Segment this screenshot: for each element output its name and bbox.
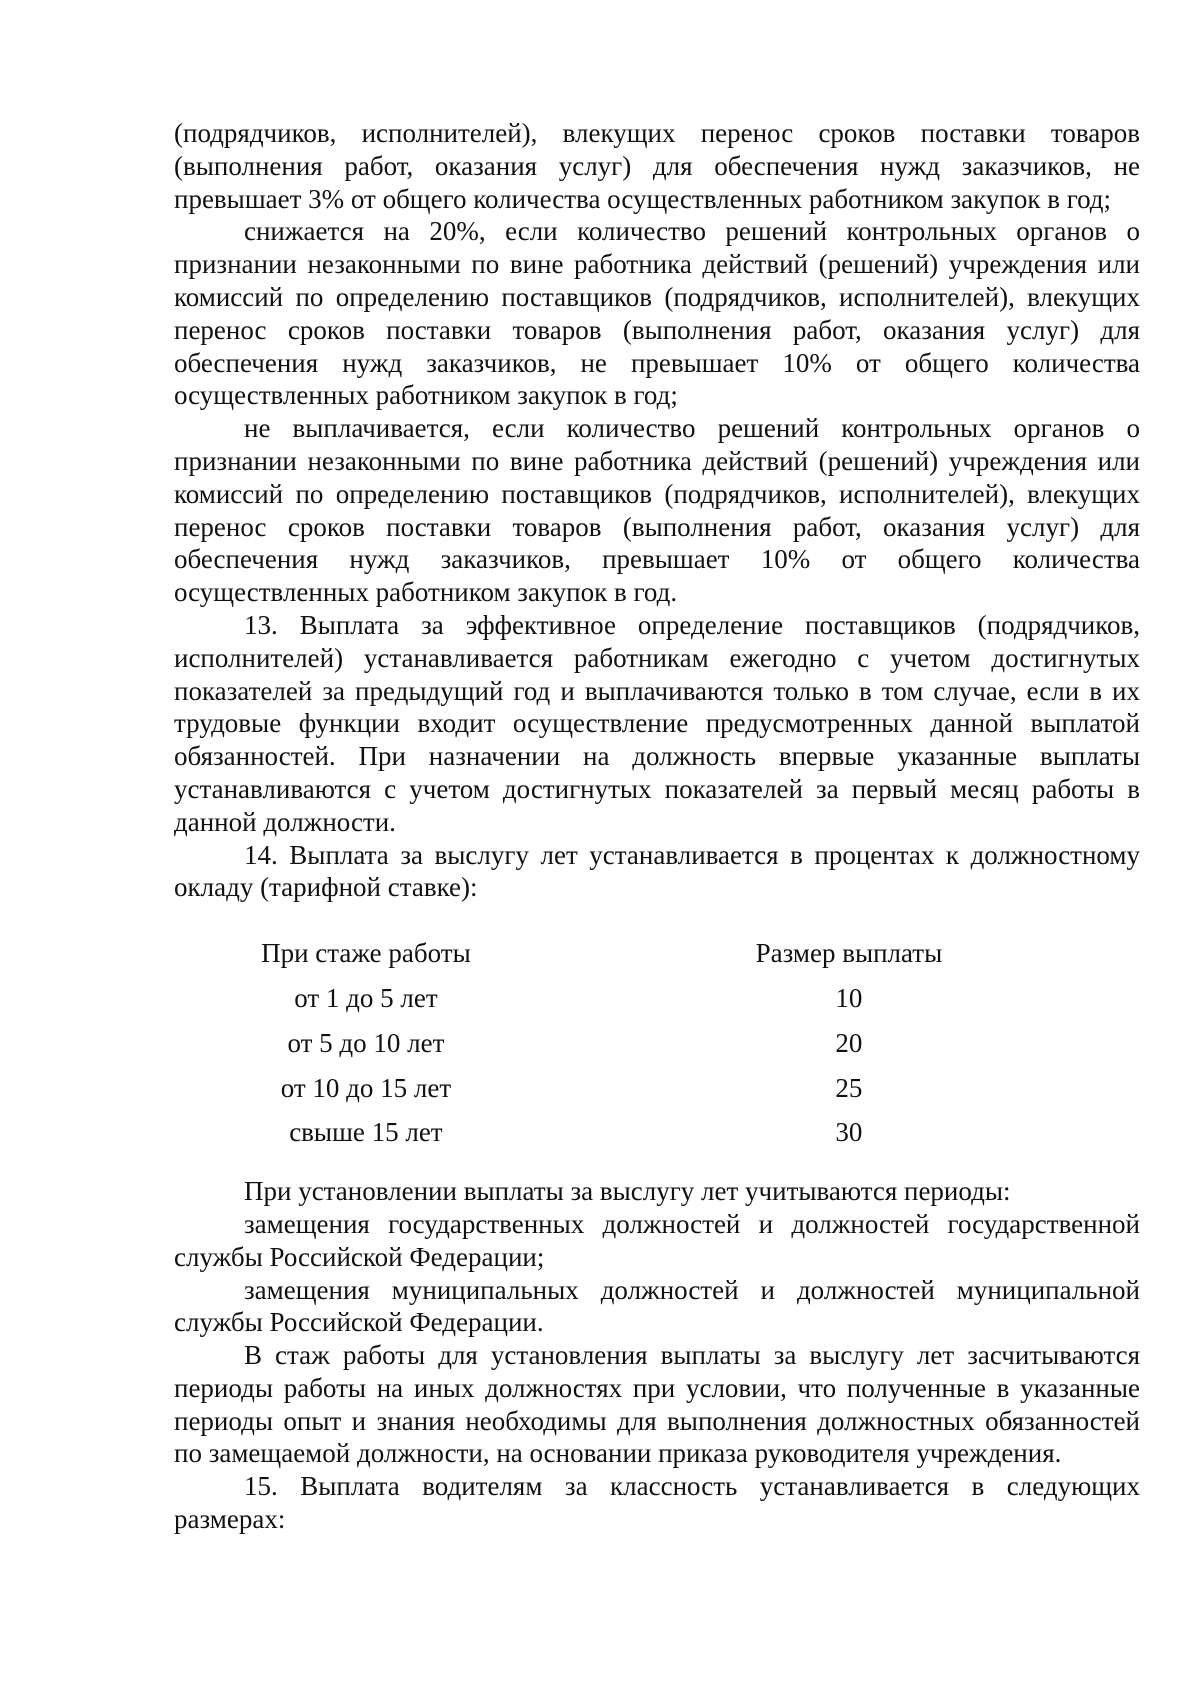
paragraph: не выплачивается, если количество решений контрольных органов о признании незаконными по вине работника действий (решений) учреждения или комиссий по определению поставщиков (подрядчиков, исполнителей), влекущих перенос сроков поставки товаров (выполнения работ, оказания услуг) для обеспечения нужд заказчиков, превышает 10% от общего количества осуществленных работником закупок в год. bbox=[174, 413, 1140, 608]
seniority-table bbox=[174, 937, 1140, 1161]
paragraph: снижается на 20%, если количество решений контрольных органов о признании незаконными по вине работника действий (решений) учреждения или комиссий по определению поставщиков (подрядчиков, исполнителей), влекущих перенос сроков поставки товаров (выполнения работ, оказания услуг) для обеспечения нужд заказчиков, не превышает 10% от общего количества осуществленных работником закупок в год; bbox=[174, 216, 1140, 411]
table-header-cell: При стаже работы bbox=[261, 938, 471, 969]
paragraph: 15. Выплата водителям за классность устанавливается в следующих размерах: bbox=[174, 1471, 1140, 1535]
table-cell: от 1 до 5 лет bbox=[294, 982, 438, 1013]
table-row bbox=[174, 1072, 1140, 1117]
paragraph: 13. Выплата за эффективное определение поставщиков (подрядчиков, исполнителей) устанавливается работникам ежегодно с учетом достигнутых показателей за предыдущий год и выплачиваются только в том случае, если в их трудовые функции входит осуществление предусмотренных данной выплатой обязанностей. При назначении на должность впервые указанные выплаты устанавливаются с учетом достигнутых показателей за первый месяц работы в данной должности. bbox=[174, 609, 1140, 837]
paragraph: В стаж работы для установления выплаты за выслугу лет засчитываются периоды работы на иных должностях при условии, что полученные в указанные периоды опыт и знания необходимы для выполнения должностных обязанностей по замещаемой должности, на основании приказа руководителя учреждения. bbox=[174, 1340, 1140, 1469]
table-cell: свыше 15 лет bbox=[289, 1117, 443, 1148]
paragraph: замещения муниципальных должностей и должностей муниципальной службы Российской Федерации. bbox=[174, 1274, 1140, 1338]
paragraph: При установлении выплаты за выслугу лет учитываются периоды: bbox=[244, 1176, 1011, 1207]
table-header-row bbox=[174, 937, 1140, 982]
table-cell: 25 bbox=[835, 1072, 863, 1103]
paragraph: (подрядчиков, исполнителей), влекущих перенос сроков поставки товаров (выполнения работ, оказания услуг) для обеспечения нужд заказчиков, не превышает 3% от общего количества осуществленных работником закупок в год; bbox=[174, 118, 1140, 214]
table-row bbox=[174, 1027, 1140, 1072]
paragraph: 14. Выплата за выслугу лет устанавливается в процентах к должностному окладу (тарифной ставке): bbox=[174, 839, 1140, 903]
table-cell: 30 bbox=[835, 1117, 863, 1148]
paragraph: замещения государственных должностей и должностей государственной службы Российской Федерации; bbox=[174, 1208, 1140, 1272]
table-row bbox=[174, 1116, 1140, 1161]
table-row bbox=[174, 982, 1140, 1027]
document-page bbox=[174, 117, 1140, 1536]
paragraphs-before bbox=[174, 117, 1140, 904]
table-cell: от 10 до 15 лет bbox=[280, 1072, 452, 1103]
table-cell: от 5 до 10 лет bbox=[287, 1027, 445, 1058]
table-cell: 10 bbox=[835, 982, 863, 1013]
table-header-cell: Размер выплаты bbox=[755, 938, 943, 969]
paragraphs-after bbox=[174, 1175, 1140, 1536]
table-cell: 20 bbox=[835, 1027, 863, 1058]
